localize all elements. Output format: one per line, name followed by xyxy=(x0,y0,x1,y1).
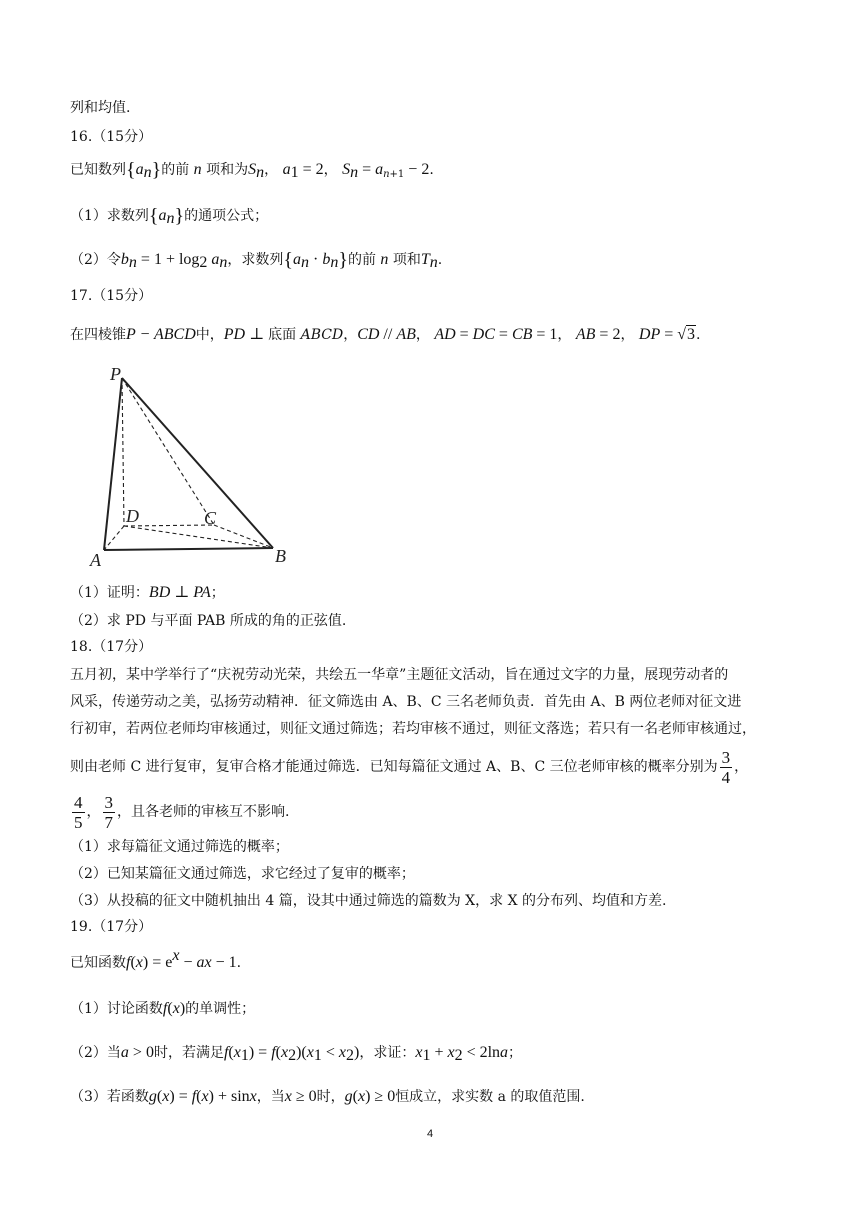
question-18-paragraph: $\frac{4}{5}$ ， $\frac{3}{7}$ ，且各老师的审核互不影响. xyxy=(74,792,290,832)
question-16-header: 16.（15分） xyxy=(70,129,153,145)
question-18-paragraph: 风采，传递劳动之美，弘扬劳动精神．征文筛选由 A、B、C 三名老师负责．首先由 A、B 两位老师对征文进 xyxy=(70,694,742,710)
question-18-header: 18.（17分） xyxy=(70,639,153,655)
label-C: C xyxy=(204,508,217,528)
question-17-header: 17.（15分） xyxy=(70,288,153,304)
label-A: A xyxy=(90,550,101,570)
label-P: P xyxy=(110,364,121,384)
label-B: B xyxy=(275,546,286,566)
question-16-stem: 已知数列$\{a_n\}$的前 n 项和为$S_n$， $a_1 = 2$， $S_n = a_{n+1} - 2$. xyxy=(70,159,434,181)
question-16-part-2: （2）令$b_n = 1 + \log_2 a_n$，求数列$\{a_n \cdot b_n\}$的前 n 项和$T_n$. xyxy=(70,249,443,271)
fraction-4-5: $\frac{4}{5}$ xyxy=(74,792,83,832)
question-17-part-1: （1）证明：BD ⊥ PA； xyxy=(70,584,225,601)
question-18-part-2: （2）已知某篇征文通过筛选，求它经过了复审的概率； xyxy=(70,866,415,882)
question-19-part-3: （3）若函数g(x) = f(x) + sinx，当x ≥ 0时，g(x) ≥ 0恒成立，求实数 a 的取值范围. xyxy=(70,1088,585,1105)
text-line: 列和均值. xyxy=(70,100,131,116)
question-18-paragraph: 则由老师 C 进行复审，复审合格才能通过筛选．已知每篇征文通过 A、B、C 三位老师审核的概率分别为 $\frac{3}{4}$ ， xyxy=(70,747,749,787)
fraction-3-7: $\frac{3}{7}$ xyxy=(104,792,113,832)
question-18-part-3: （3）从投稿的征文中随机抽出 4 篇，设其中通过筛选的篇数为 X，求 X 的分布列、均值和方差. xyxy=(70,893,667,909)
question-19-part-2: （2）当a > 0时，若满足$f(x_1) = f(x_2)(x_1 < x_2)$，求证：$x_1 + x_2 < 2\ln a$； xyxy=(70,1044,523,1064)
pyramid-figure xyxy=(86,364,286,570)
fraction-3-4: $\frac{3}{4}$ xyxy=(721,747,731,787)
label-D: D xyxy=(126,506,139,526)
question-18-paragraph: 五月初，某中学举行了“庆祝劳动光荣，共绘五一华章”主题征文活动，旨在通过文字的力量，展现劳动者的 xyxy=(70,667,729,683)
question-19-stem: 已知函数$f(x) = e^x$ − ax − 1. xyxy=(70,947,242,971)
question-18-paragraph: 行初审，若两位老师均审核通过，则征文通过筛选；若均审核不通过，则征文落选；若只有一名老师审核通过， xyxy=(70,721,756,737)
question-19-part-1: （1）讨论函数f(x)的单调性； xyxy=(70,1000,256,1017)
question-19-header: 19.（17分） xyxy=(70,919,153,935)
page-number: 4 xyxy=(426,1128,434,1140)
question-17-part-2: （2）求 PD 与平面 PAB 所成的角的正弦值. xyxy=(70,613,347,629)
question-18-part-1: （1）求每篇征文通过筛选的概率； xyxy=(70,839,289,855)
question-17-stem: 在四棱锥P − ABCD中，PD ⊥ 底面 ABCD，CD // AB， AD = DC = CB = 1， AB = 2， DP = √3. xyxy=(70,326,701,343)
question-16-part-1: （1）求数列$\{a_n\}$的通项公式； xyxy=(70,205,269,227)
